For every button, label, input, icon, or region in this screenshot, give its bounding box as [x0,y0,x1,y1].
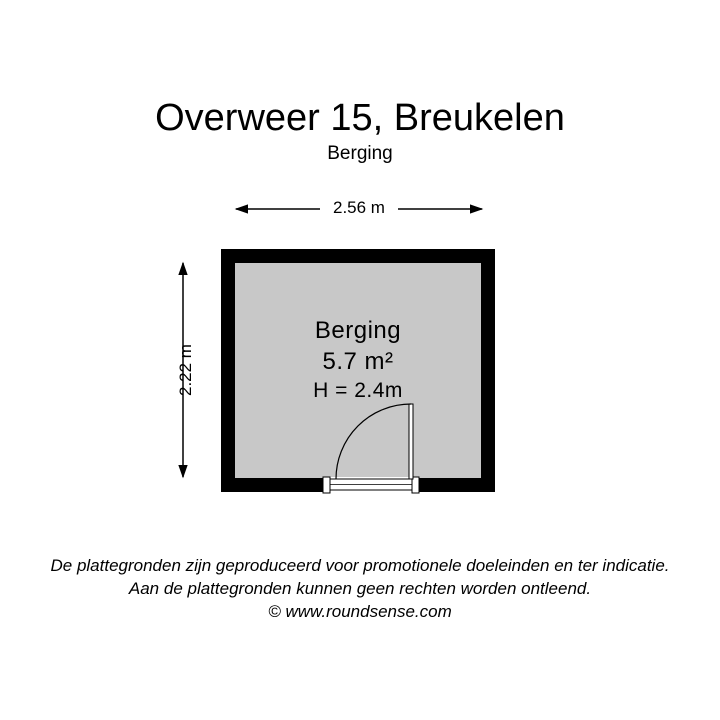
disclaimer [0,554,720,623]
room-name: Berging [314,317,402,344]
room-area: 5.7 m² [322,348,394,375]
page-title: Overweer 15, Breukelen [155,97,565,139]
door-leaf [409,404,413,479]
disclaimer-line-2: Aan de plattegronden kunnen geen rechten worden ontleend. [128,579,592,598]
copyright-line: © www.roundsense.com [268,602,452,621]
disclaimer-line-1: De plattegronden zijn geproduceerd voor promotionele doeleinden en ter indicatie. [50,556,670,575]
door-jamb-left [323,477,330,493]
page-subtitle: Berging [327,143,393,164]
width-dimension-label: 2.56 m [320,198,398,218]
depth-dimension-label: 2.22 m [176,344,195,396]
room-height: H = 2.4m [313,379,403,402]
